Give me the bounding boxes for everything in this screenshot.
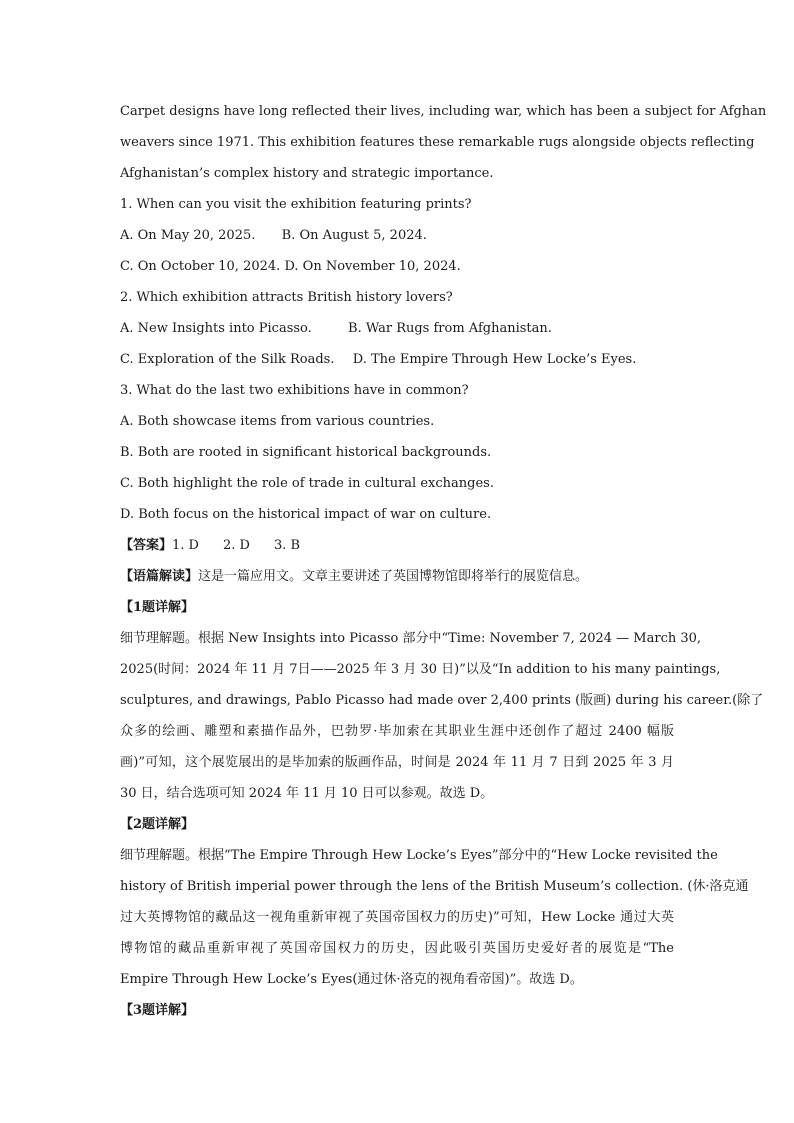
option-d: D. On November 10, 2024.: [284, 259, 461, 274]
explanation-line: 2025(时间：2024 年 11 月 7日——2025 年 3 月 30 日)”以及“In addition to his many paintings,: [120, 662, 721, 677]
explanation-line: 细节理解题。根据 New Insights into Picasso 部分中“Time: November 7, 2024 — March 30,: [120, 631, 702, 646]
option-d: D. The Empire Through Hew Locke’s Eyes.: [352, 352, 637, 367]
passage-paragraph: [120, 96, 767, 189]
answer-item: 1. D: [172, 538, 199, 553]
answer-item: 2. D: [222, 538, 250, 553]
summary-line: [120, 561, 674, 592]
option-a: A. On May 20, 2025.: [120, 228, 256, 243]
option-row: [120, 251, 674, 282]
explanation-heading: 【1题详解】: [120, 600, 195, 615]
option-c: C. Both highlight the role of trade in cultural exchanges.: [120, 476, 494, 491]
option-c: C. Exploration of the Silk Roads.: [120, 352, 335, 367]
passage-line: Carpet designs have long reflected their lives, including war, which has been a subject for Afghan: [120, 104, 767, 119]
option-row: [120, 313, 674, 344]
summary-tag: 【语篇解读】: [120, 569, 199, 584]
option-b: B. Both are rooted in significant historical backgrounds.: [120, 445, 492, 460]
answer-tag: 【答案】: [120, 538, 173, 553]
passage-line: Afghanistan’s complex history and strategic importance.: [120, 166, 494, 181]
summary-text: 这是一篇应用文。文章主要讲述了英国博物馆即将举行的展览信息。: [198, 569, 589, 584]
explanation-line: 过大英博物馆的藏品这一视角重新审视了英国帝国权力的历史)”可知，Hew Locke 通过大英: [120, 910, 674, 925]
option-a: A. New Insights into Picasso.: [120, 321, 312, 336]
answer-line: [120, 530, 674, 561]
explanation-line: 众多的绘画、雕塑和素描作品外，巴勃罗·毕加索在其职业生涯中还创作了超过 2400 幅版: [120, 724, 674, 739]
explanation-line: 30 日，结合选项可知 2024 年 11 月 10 日可以参观。故选 D。: [120, 786, 494, 801]
explanation-body: [120, 623, 764, 809]
question-stem: 2. Which exhibition attracts British history lovers?: [120, 290, 453, 305]
explanation-line: Empire Through Hew Locke’s Eyes(通过休·洛克的视角看帝国)”。故选 D。: [120, 972, 583, 987]
option-b: B. On August 5, 2024.: [281, 228, 427, 243]
answer-item: 3. B: [273, 538, 301, 553]
explanation-line: 细节理解题。根据“The Empire Through Hew Locke’s Eyes”部分中的“Hew Locke revisited the: [120, 848, 718, 863]
explanation-heading: 【2题详解】: [120, 817, 195, 832]
question-stem: 3. What do the last two exhibitions have in common?: [120, 383, 469, 398]
explanation-line: 博物馆的藏品重新审视了英国帝国权力的历史，因此吸引英国历史爱好者的展览是“The: [120, 941, 674, 956]
passage-line: weavers since 1971. This exhibition features these remarkable rugs alongside objects reflecting: [120, 135, 755, 150]
explanation-line: sculptures, and drawings, Pablo Picasso had made over 2,400 prints (版画) during his career.(除了: [120, 693, 764, 708]
question-stem: 1. When can you visit the exhibition featuring prints?: [120, 197, 472, 212]
explanation-heading: 【3题详解】: [120, 1003, 195, 1018]
option-a: A. Both showcase items from various countries.: [120, 414, 435, 429]
option-c: C. On October 10, 2024.: [120, 259, 281, 274]
option-row: [120, 220, 674, 251]
option-row: [120, 344, 674, 375]
option-b: B. War Rugs from Afghanistan.: [348, 321, 552, 336]
option-d: D. Both focus on the historical impact of war on culture.: [120, 507, 492, 522]
explanation-line: history of British imperial power through the lens of the British Museum’s collection. (休·洛克通: [120, 879, 749, 894]
explanation-body: [120, 840, 749, 995]
document-page: [120, 96, 767, 1026]
explanation-line: 画)”可知，这个展览展出的是毕加索的版画作品，时间是 2024 年 11 月 7 日到 2025 年 3 月: [120, 755, 674, 770]
